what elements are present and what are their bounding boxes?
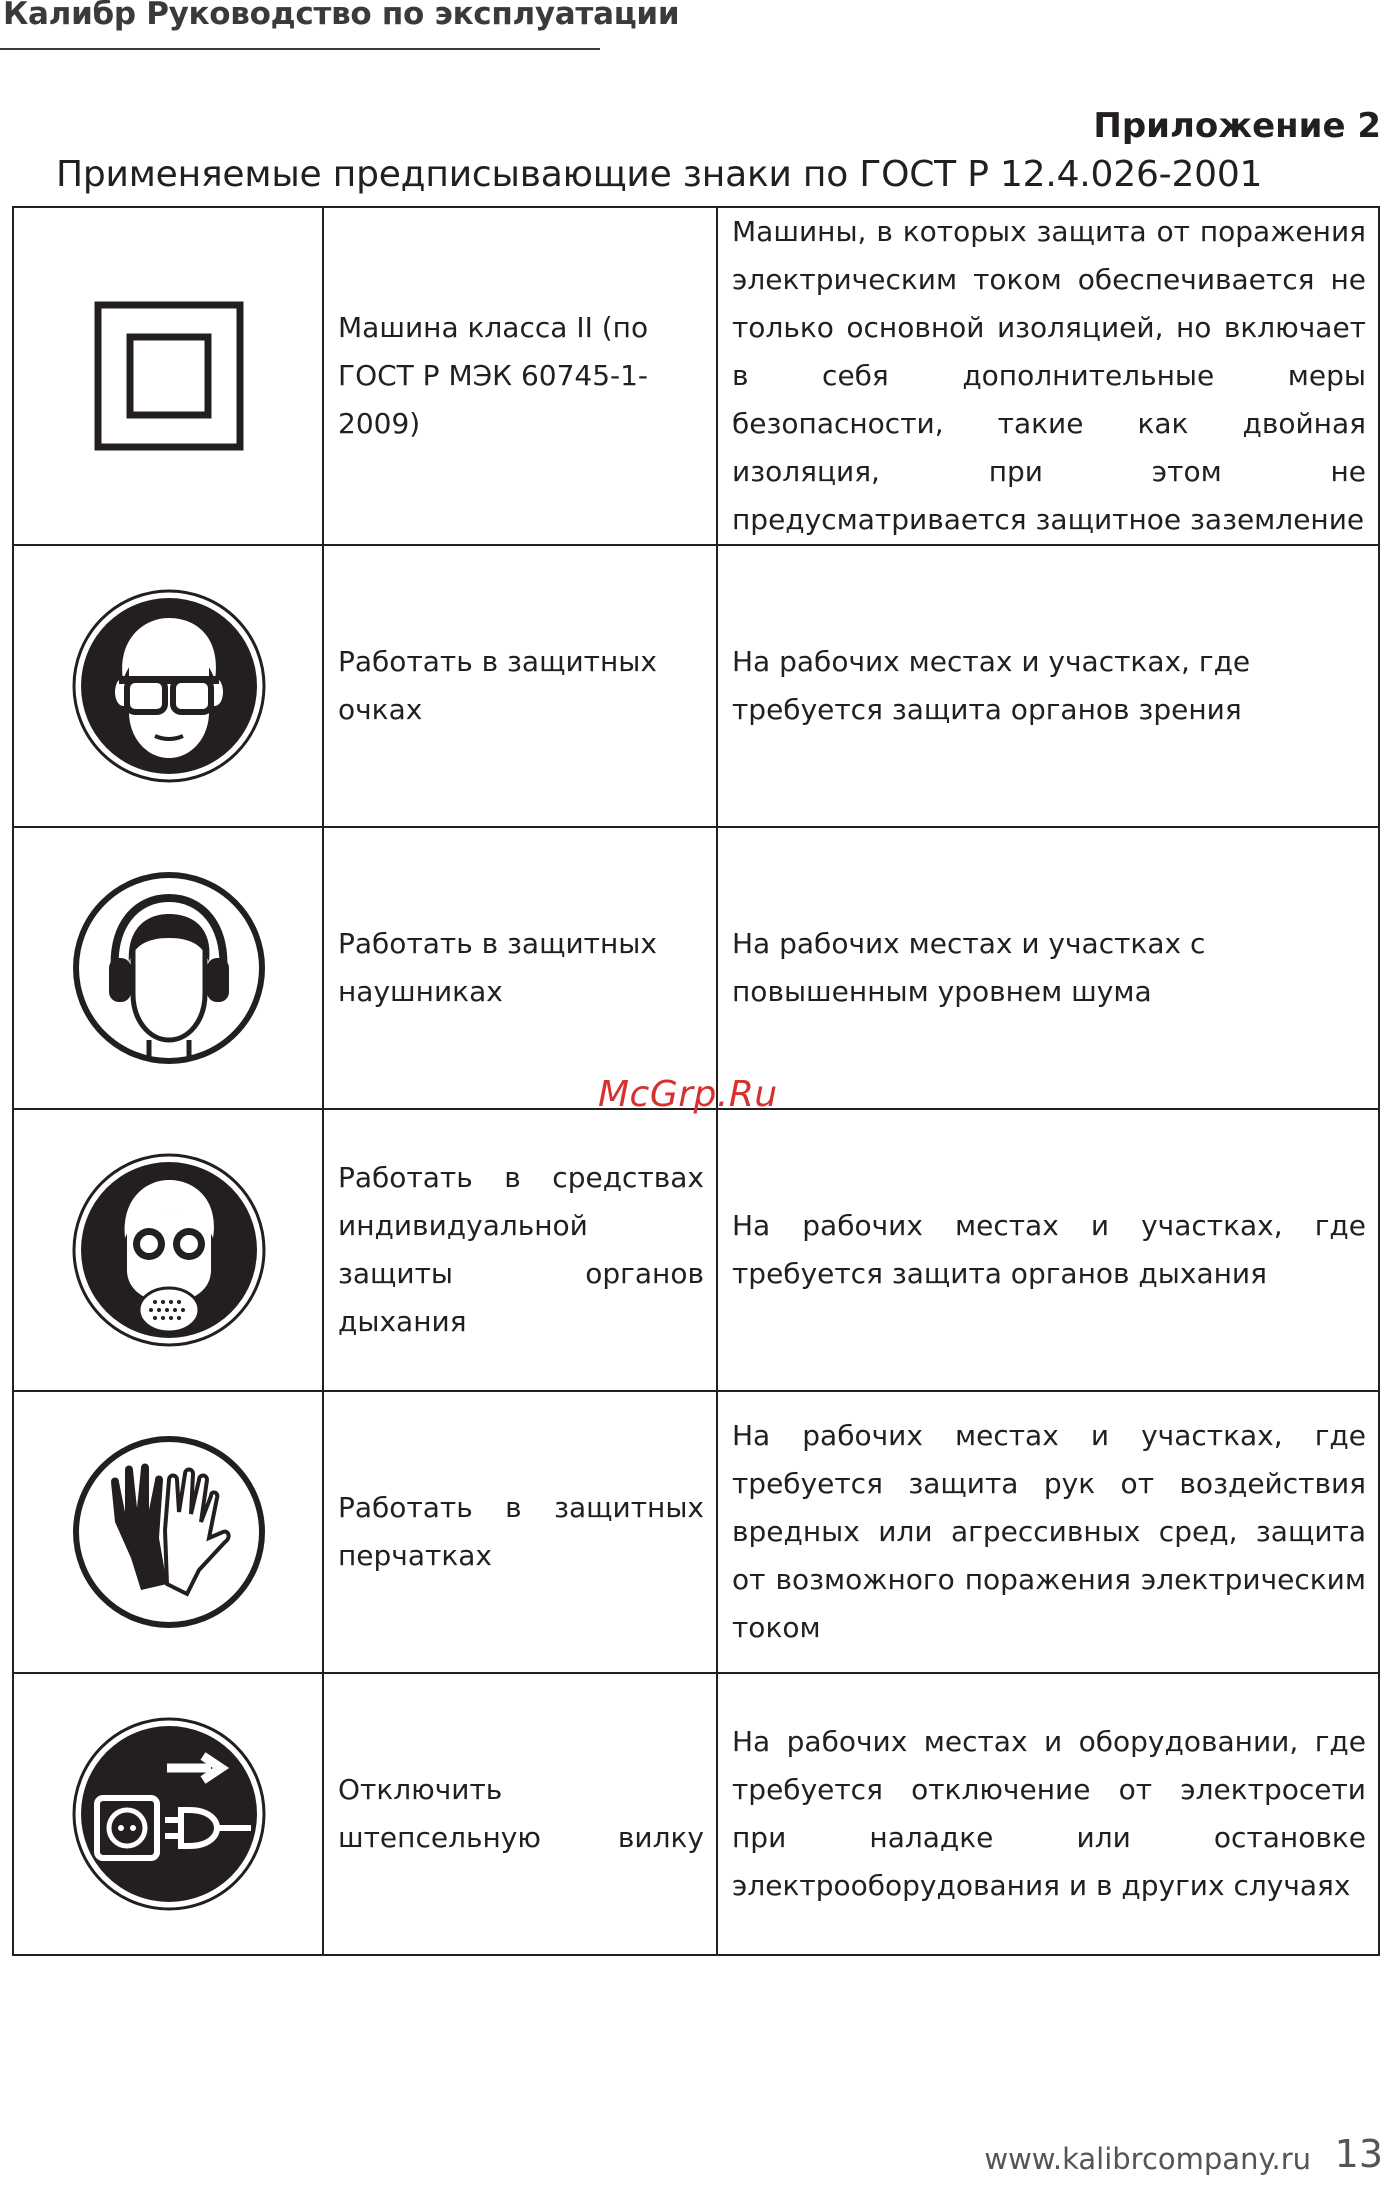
respirator-icon xyxy=(71,1152,267,1348)
icon-cell xyxy=(13,207,323,545)
table-row xyxy=(13,207,1379,545)
footer-url[interactable]: www.kalibrcompany.ru xyxy=(984,2142,1311,2176)
sign-description: Машины, в которых защита от поражения электрическим током обеспечивается не только основной изоляцией, но включает в себя дополнительные меры безопасности, такие как двойная изоляция, при этом не предусматривается защитное заземление xyxy=(717,207,1379,545)
sign-name: Работать в защитных перчатках xyxy=(323,1391,717,1673)
sign-name: Машина класса II (по ГОСТ Р МЭК 60745-1-2009) xyxy=(323,207,717,545)
icon-cell xyxy=(13,1391,323,1673)
sign-name: Отключить штепсельную вилку xyxy=(323,1673,717,1955)
sign-name: Работать в средствах индивидуальной защиты органов дыхания xyxy=(323,1109,717,1391)
safety-goggles-icon xyxy=(71,588,267,784)
sign-description: На рабочих местах и участках, где требуется защита рук от воздействия вредных или агрессивных сред, защита от возможного поражения электрическим током xyxy=(717,1391,1379,1673)
sign-description: На рабочих местах и участках, где требуется защита органов зрения xyxy=(717,545,1379,827)
double-insulation-icon xyxy=(94,301,244,451)
table-caption: Применяемые предписывающие знаки по ГОСТ Р 12.4.026-2001 xyxy=(56,154,1263,195)
sign-description: На рабочих местах и участках, где требуется защита органов дыхания xyxy=(717,1109,1379,1391)
ear-protection-icon xyxy=(71,870,267,1066)
document-header-title: Калибр Руководство по эксплуатации xyxy=(3,0,680,32)
sign-name: Работать в защитных очках xyxy=(323,545,717,827)
sign-name: Работать в защитных наушниках xyxy=(323,827,717,1109)
appendix-label: Приложение 2 xyxy=(1093,106,1381,146)
icon-cell xyxy=(13,1109,323,1391)
watermark-text: McGrp.Ru xyxy=(598,1074,778,1115)
table-row xyxy=(13,1673,1379,1955)
icon-cell xyxy=(13,545,323,827)
protective-gloves-icon xyxy=(71,1434,267,1630)
table-row xyxy=(13,545,1379,827)
table-row xyxy=(13,827,1379,1109)
table-row xyxy=(13,1391,1379,1673)
icon-cell xyxy=(13,1673,323,1955)
sign-description: На рабочих местах и участках с повышенным уровнем шума xyxy=(717,827,1379,1109)
unplug-icon xyxy=(71,1716,267,1912)
header-divider xyxy=(0,48,600,50)
page-number: 13 xyxy=(1334,2132,1383,2176)
icon-cell xyxy=(13,827,323,1109)
table-row xyxy=(13,1109,1379,1391)
sign-description: На рабочих местах и оборудовании, где требуется отключение от электросети при наладке или остановке электрооборудования и в других случаях xyxy=(717,1673,1379,1955)
